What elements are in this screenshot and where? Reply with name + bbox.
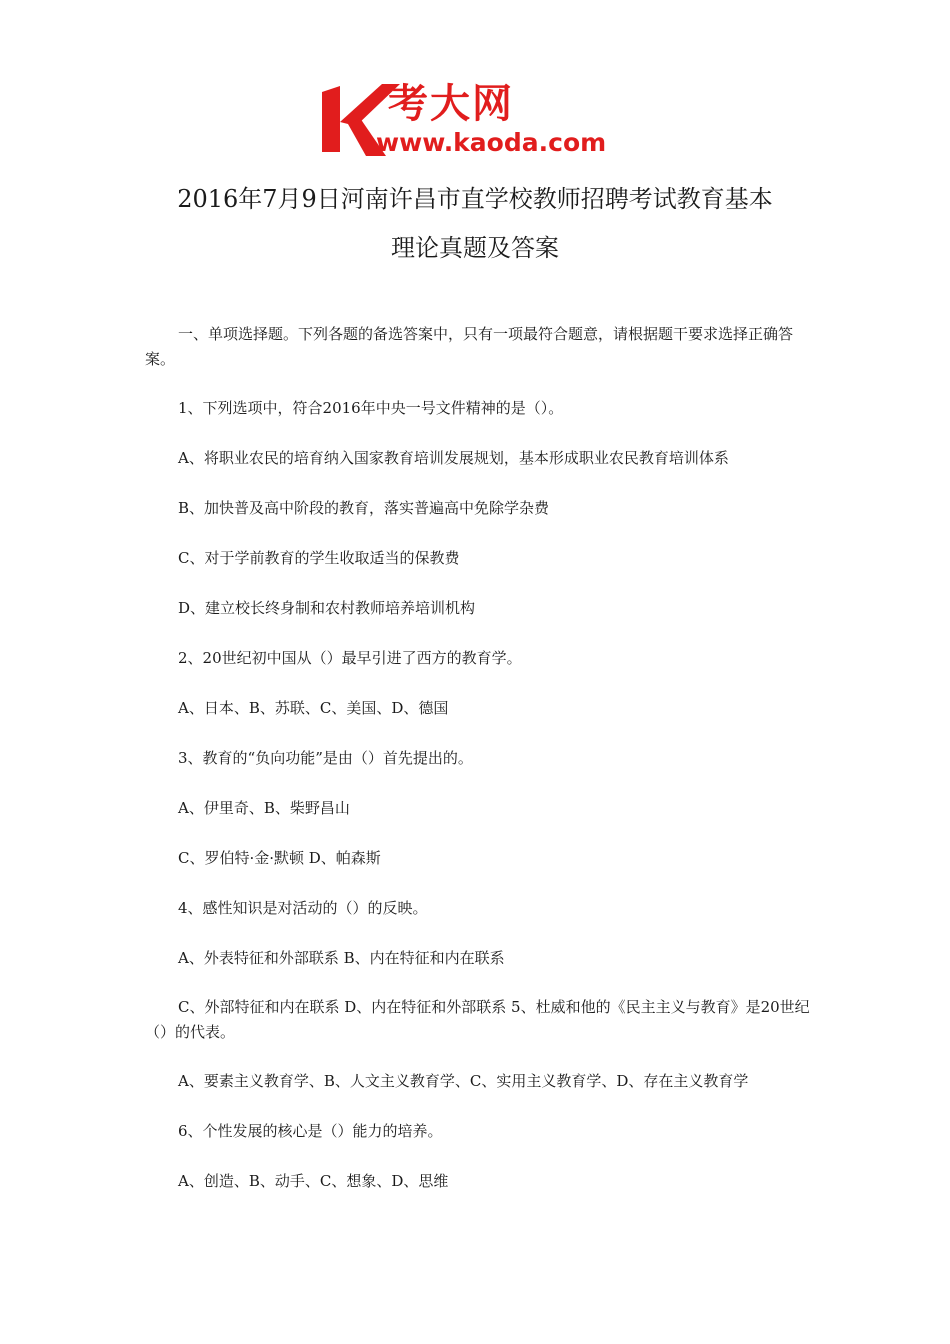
question-1-option-a: A、将职业农民的培育纳入国家教育培训发展规划，基本形成职业农民教育培训体系 bbox=[178, 449, 729, 467]
section-intro: 一、单项选择题。下列各题的备选答案中，只有一项最符合题意，请根据题干要求选择正确答案。 bbox=[145, 325, 794, 368]
logo-url: www.kaoda.com bbox=[376, 128, 607, 157]
question-4: 4、感性知识是对活动的（）的反映。 bbox=[178, 899, 428, 917]
question-3: 3、教育的“负向功能”是由（）首先提出的。 bbox=[178, 749, 473, 767]
question-5-options: A、要素主义教育学、B、人文主义教育学、C、实用主义教育学、D、存在主义教育学 bbox=[178, 1072, 749, 1090]
question-2: 2、20世纪初中国从（）最早引进了西方的教育学。 bbox=[178, 649, 522, 667]
question-3-options-ab: A、伊里奇、B、柴野昌山 bbox=[178, 799, 350, 817]
question-1-option-b: B、加快普及高中阶段的教育，落实普遍高中免除学杂费 bbox=[178, 499, 550, 517]
question-1-option-c: C、对于学前教育的学生收取适当的保教费 bbox=[178, 549, 460, 567]
question-3-options-cd: C、罗伯特·金·默顿 D、帕森斯 bbox=[178, 849, 381, 867]
question-1-option-d: D、建立校长终身制和农村教师培养培训机构 bbox=[178, 599, 476, 617]
question-6-options: A、创造、B、动手、C、想象、D、思维 bbox=[178, 1172, 449, 1190]
question-4-options-ab: A、外表特征和外部联系 B、内在特征和内在联系 bbox=[178, 949, 505, 967]
question-2-options: A、日本、B、苏联、C、美国、D、德国 bbox=[178, 699, 449, 717]
document-title-line-2: 理论真题及答案 bbox=[391, 234, 559, 262]
question-6: 6、个性发展的核心是（）能力的培养。 bbox=[178, 1122, 443, 1140]
question-1: 1、下列选项中，符合2016年中央一号文件精神的是（）。 bbox=[178, 399, 564, 417]
question-4-options-cd-and-question-5: C、外部特征和内在联系 D、内在特征和外部联系 5、杜威和他的《民主主义与教育》是20世纪（）的代表。 bbox=[145, 998, 810, 1041]
kaoda-logo bbox=[318, 80, 640, 158]
logo-brand-name: 考大网 bbox=[388, 81, 514, 127]
document-title-line-1: 2016年7月9日河南许昌市直学校教师招聘考试教育基本 bbox=[177, 185, 773, 213]
